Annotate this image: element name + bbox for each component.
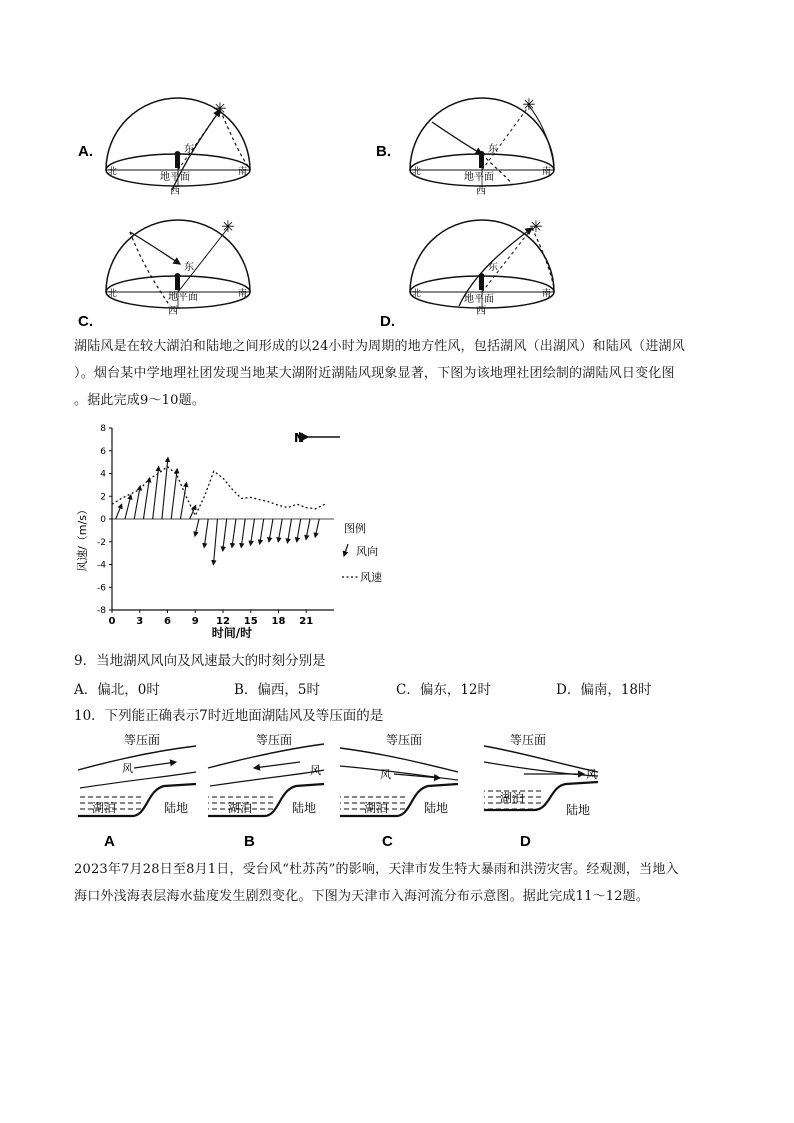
wind-direction-arrow	[232, 519, 236, 547]
intro-line: 2023年7月28日至8月1日，受台风“杜苏芮”的影响，天津市发生特大暴雨和洪涝灾害。经观测，当地入	[74, 862, 679, 877]
svg-text:等压面: 等压面	[256, 733, 293, 747]
x-tick-label: 18	[271, 616, 286, 627]
person-icon	[479, 156, 484, 168]
wind-direction-arrow	[180, 483, 186, 519]
svg-text:西: 西	[476, 306, 486, 317]
wind-direction-arrow	[241, 519, 245, 547]
svg-text:西: 西	[476, 186, 486, 197]
q9-option-d[interactable]: D．偏南，18时	[556, 682, 652, 698]
svg-text:东: 东	[184, 262, 194, 273]
svg-text:南: 南	[542, 289, 552, 299]
sun-figure-c	[78, 217, 250, 330]
svg-text:湖泊: 湖泊	[500, 791, 525, 805]
y-tick-label: 6	[100, 446, 106, 457]
wind-direction-arrow	[269, 519, 273, 542]
legend-title: 图例	[344, 522, 366, 535]
svg-text:地平面: 地平面	[168, 292, 198, 303]
figure-label: C.	[78, 313, 93, 330]
svg-text:东: 东	[488, 262, 498, 273]
svg-text:北: 北	[108, 167, 118, 177]
svg-text:陆地: 陆地	[424, 801, 449, 815]
svg-text:地平面: 地平面	[464, 294, 494, 305]
svg-text:B: B	[244, 833, 255, 850]
svg-text:风: 风	[122, 762, 133, 775]
svg-text:湖泊: 湖泊	[364, 801, 389, 815]
isobar-panel-d[interactable]	[484, 733, 598, 850]
lake-land-breeze-chart	[72, 420, 402, 645]
svg-text:A: A	[104, 833, 115, 850]
person-icon	[175, 278, 180, 290]
intro-9-10	[74, 333, 754, 414]
svg-text:东: 东	[184, 144, 194, 155]
sun-icon: ✳	[522, 95, 536, 114]
svg-text:等压面: 等压面	[124, 733, 161, 747]
svg-text:等压面: 等压面	[386, 733, 423, 747]
svg-text:南: 南	[238, 289, 248, 299]
intro-line: ）。烟台某中学地理社团发现当地某大湖附近湖陆风现象显著，下图为该地理社团绘制的湖陆风日变化图	[74, 366, 675, 381]
q10-stem: 10．下列能正确表示7时近地面湖陆风及等压面的是	[74, 708, 384, 724]
x-tick-label: 9	[191, 616, 199, 627]
legend-item-direction: 风向	[356, 545, 378, 558]
y-axis-label: 风速/（m/s）	[76, 504, 89, 572]
x-tick-label: 0	[108, 616, 116, 627]
x-tick-label: 3	[136, 616, 144, 627]
sun-figure-d	[380, 217, 554, 330]
wind-direction-arrow	[287, 519, 291, 543]
q9-stem: 9．当地湖风风向及风速最大的时刻分别是	[74, 653, 326, 669]
wind-direction-arrow	[297, 519, 301, 542]
wind-direction-arrow	[306, 519, 310, 539]
svg-text:地平面: 地平面	[160, 172, 190, 183]
figure-label: A.	[78, 143, 93, 160]
svg-text:陆地: 陆地	[164, 801, 189, 815]
svg-text:陆地: 陆地	[292, 801, 317, 815]
y-tick-label: -2	[97, 537, 106, 548]
wind-direction-arrow	[213, 519, 217, 565]
y-tick-label: -4	[97, 560, 106, 571]
person-icon	[479, 278, 484, 290]
svg-text:北: 北	[412, 167, 422, 177]
sun-figure-a	[78, 98, 250, 197]
wind-direction-arrow	[315, 519, 319, 537]
y-tick-label: 8	[100, 424, 106, 434]
q9-option-b[interactable]: B．偏西，5时	[234, 682, 321, 698]
wind-direction-arrow	[190, 505, 196, 519]
wind-speed-line	[112, 467, 325, 516]
x-axis-label: 时间/时	[211, 626, 253, 640]
figure-label: B.	[376, 143, 391, 160]
wind-direction-arrow	[195, 519, 199, 536]
wind-direction-arrow	[250, 519, 254, 545]
svg-text:西: 西	[170, 186, 180, 197]
person-icon	[175, 156, 180, 168]
svg-text:风: 风	[380, 768, 391, 781]
isobar-panel-c[interactable]	[340, 733, 458, 850]
wind-direction-arrow	[171, 469, 177, 519]
svg-text:地平面: 地平面	[464, 172, 494, 183]
figure-label: D.	[380, 313, 395, 330]
intro-line: 湖陆风是在较大湖泊和陆地之间形成的以24小时为周期的地方性风，包括湖风（出湖风）和陆风（进湖风	[74, 339, 685, 354]
intro-11-12	[74, 856, 764, 910]
svg-text:东: 东	[488, 144, 498, 155]
svg-text:风: 风	[310, 764, 321, 777]
sun-icon: ✳	[221, 217, 235, 236]
svg-text:风: 风	[586, 768, 597, 781]
y-tick-label: 4	[100, 469, 106, 480]
isobar-panel-a[interactable]	[78, 733, 196, 850]
svg-text:北: 北	[108, 289, 118, 299]
x-tick-label: 21	[299, 616, 314, 627]
sun-icon: ✳	[213, 99, 227, 118]
sun-path-figures	[60, 92, 580, 332]
sun-figure-b	[376, 95, 554, 197]
wind-direction-arrow	[260, 519, 264, 544]
svg-text:南: 南	[238, 167, 248, 177]
x-tick-label: 15	[243, 616, 258, 627]
isobar-panel-b[interactable]	[208, 733, 324, 850]
wind-direction-arrow	[162, 458, 168, 519]
svg-text:等压面: 等压面	[510, 733, 547, 747]
isobar-figures	[72, 728, 632, 854]
y-tick-label: -8	[97, 606, 106, 616]
legend-item-speed: 风速	[360, 571, 382, 584]
intro-line: 。据此完成9～10题。	[74, 393, 206, 408]
y-tick-label: -6	[97, 583, 106, 594]
svg-text:陆地: 陆地	[566, 803, 591, 817]
intro-line: 海口外浅海表层海水盐度发生剧烈变化。下图为天津市入海河流分布示意图。据此完成11～12题。	[74, 889, 650, 904]
wind-direction-arrow	[204, 519, 208, 547]
svg-text:西: 西	[168, 306, 178, 317]
x-tick-label: 6	[164, 616, 171, 627]
svg-text:南: 南	[542, 167, 552, 177]
svg-text:北: 北	[412, 289, 422, 299]
legend-arrow-icon	[344, 544, 348, 556]
svg-text:湖泊: 湖泊	[228, 801, 253, 815]
wind-direction-arrow	[223, 519, 227, 551]
wind-direction-arrow	[143, 478, 149, 519]
q9-option-a[interactable]: A．偏北，0时	[74, 682, 160, 698]
wind-direction-arrow	[278, 519, 282, 542]
q9-option-c[interactable]: C．偏东，12时	[396, 682, 492, 698]
sun-icon: ✳	[529, 217, 543, 236]
y-tick-label: 2	[100, 492, 106, 503]
x-tick-label: 12	[216, 616, 230, 627]
wind-direction-arrow	[125, 495, 131, 519]
svg-text:湖泊: 湖泊	[92, 801, 117, 815]
y-tick-label: 0	[100, 515, 106, 525]
svg-text:C: C	[382, 833, 393, 850]
wind-direction-arrow	[116, 504, 122, 519]
svg-text:D: D	[520, 833, 531, 850]
north-label: N	[294, 431, 305, 445]
